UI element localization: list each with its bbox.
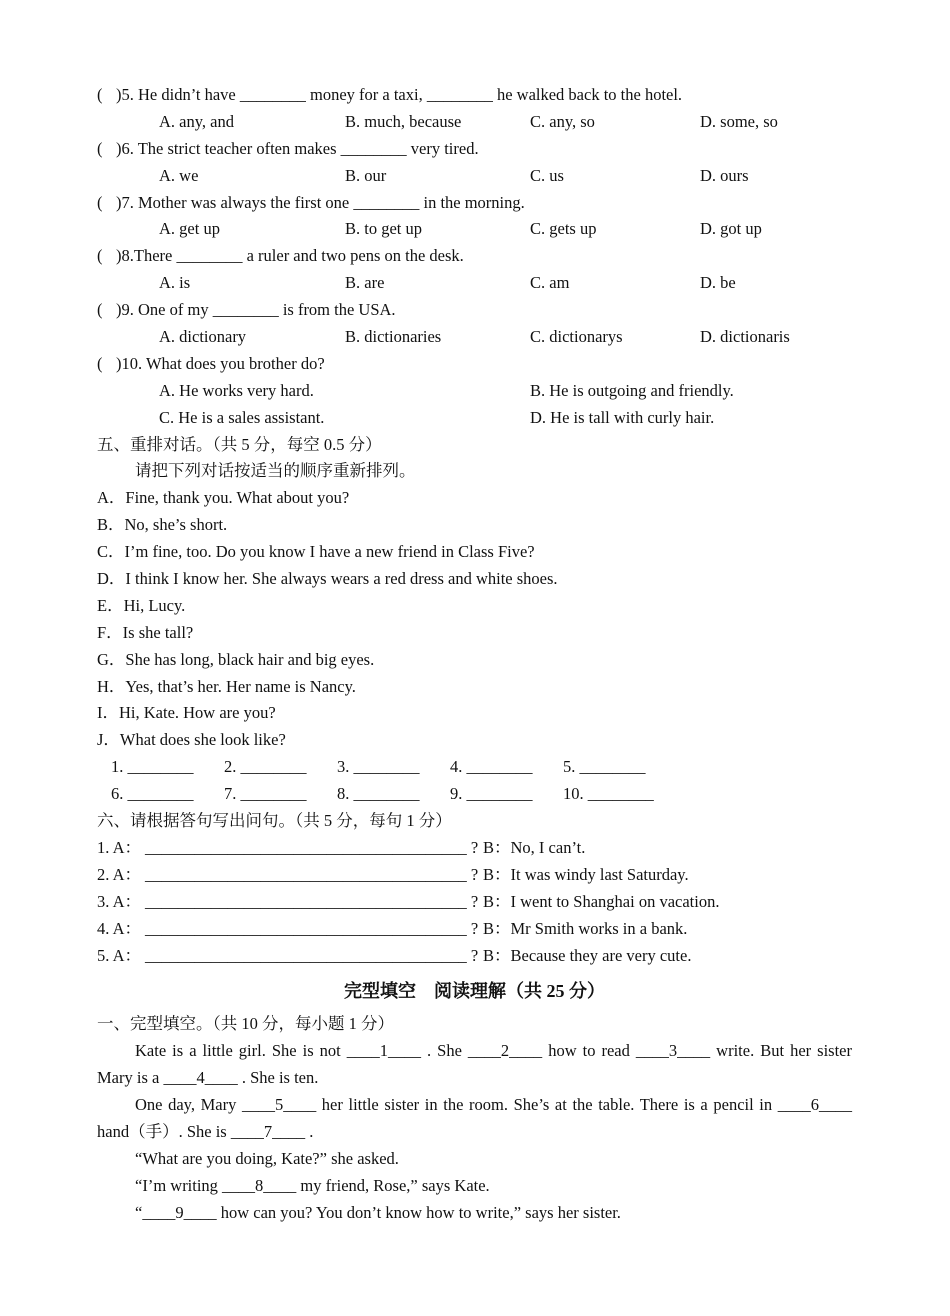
answer-paren[interactable]: ( [97, 192, 103, 212]
cloze-paragraph-3: “What are you doing, Kate?” she asked. [135, 1148, 399, 1168]
dialogue-item: D．I think I know her. She always wears a red dress and white shoes. [97, 569, 558, 589]
section-6-title: 六、请根据答句写出问句。（共 5 分，每句 1 分） [97, 811, 452, 831]
option-a: A. He works very hard. [159, 380, 314, 400]
question-row [97, 835, 852, 862]
option-b: B. dictionaries [345, 327, 442, 347]
answer-b: B：I went to Shanghai on vacation. [483, 891, 720, 911]
question-text: )8.There ________ a ruler and two pens on the desk. [116, 246, 464, 266]
question-row [97, 916, 852, 943]
option-d: D. dictionaris [700, 327, 790, 347]
section-5-instruction: 请把下列对话按适当的顺序重新排列。 [135, 461, 416, 481]
question-row [97, 889, 852, 916]
speaker-a: 1. A： [97, 837, 142, 857]
question-blank[interactable]: _______________________________________ ? [145, 864, 479, 884]
dialogue-item: E．Hi, Lucy. [97, 595, 186, 615]
answer-paren[interactable]: ( [97, 300, 103, 320]
option-a: A. dictionary [159, 327, 247, 347]
option-b: B. much, because [345, 111, 462, 131]
question-text: )10. What does you brother do? [116, 353, 325, 373]
cloze-title: 一、完型填空。（共 10 分，每小题 1 分） [97, 1014, 394, 1034]
question-text: )5. He didn’t have ________ money for a taxi, ________ he walked back to the hotel. [116, 85, 683, 104]
option-d: D. be [700, 273, 736, 293]
answer-blank[interactable]: 7. ________ [224, 784, 307, 804]
dialogue-item: F．Is she tall? [97, 622, 194, 642]
option-c: C. He is a sales assistant. [159, 407, 325, 427]
option-c: C. any, so [530, 111, 595, 131]
options-row [97, 324, 852, 351]
options-row [97, 270, 852, 297]
question-10 [97, 351, 852, 378]
option-d: D. ours [700, 165, 749, 185]
question-blank[interactable]: _______________________________________ ? [145, 945, 479, 965]
cloze-paragraph-2: One day, Mary ____5____ her little sister in the room. She’s at the table. There is a pencil in ____6____ hand（手）. She is ____7____ . [97, 1095, 852, 1141]
speaker-a: 2. A： [97, 864, 142, 884]
question-8 [97, 243, 852, 270]
answer-b: B：No, I can’t. [483, 837, 586, 857]
option-b: B. are [345, 273, 385, 293]
answer-blank[interactable]: 3. ________ [337, 757, 420, 777]
dialogue-item: C．I’m fine, too. Do you know I have a new friend in Class Five? [97, 542, 535, 562]
question-text: )7. Mother was always the first one ________ in the morning. [116, 192, 525, 212]
answer-paren[interactable]: ( [97, 138, 103, 158]
option-a: A. any, and [159, 111, 234, 131]
answer-blank[interactable]: 2. ________ [224, 757, 307, 777]
answer-blank[interactable]: 10. ________ [563, 784, 654, 804]
question-text: )9. One of my ________ is from the USA. [116, 300, 396, 320]
options-row [97, 405, 852, 432]
question-text: )6. The strict teacher often makes ________ very tired. [116, 138, 479, 158]
option-a: A. get up [159, 219, 220, 239]
dialogue-item: G．She has long, black hair and big eyes. [97, 649, 375, 669]
option-c: C. am [530, 273, 570, 293]
exam-page [97, 82, 852, 1227]
question-row [97, 862, 852, 889]
answer-paren[interactable]: ( [97, 85, 103, 104]
answer-blank[interactable]: 8. ________ [337, 784, 420, 804]
options-row [97, 163, 852, 190]
part-title: 完型填空 阅读理解（共 25 分） [344, 981, 605, 1002]
question-row [97, 943, 852, 970]
option-a: A. we [159, 165, 199, 185]
answer-blanks-row [97, 754, 852, 781]
answer-b: B：Mr Smith works in a bank. [483, 918, 688, 938]
answer-blank[interactable]: 1. ________ [111, 757, 194, 777]
option-b: B. He is outgoing and friendly. [530, 380, 734, 400]
options-row [97, 109, 852, 136]
question-9 [97, 297, 852, 324]
dialogue-item: A．Fine, thank you. What about you? [97, 488, 350, 508]
question-blank[interactable]: _______________________________________ ? [145, 837, 479, 857]
options-row [97, 378, 852, 405]
answer-b: B：It was windy last Saturday. [483, 864, 689, 884]
answer-paren[interactable]: ( [97, 246, 103, 266]
question-5 [97, 82, 852, 109]
dialogue-item: I．Hi, Kate. How are you? [97, 703, 276, 723]
answer-paren[interactable]: ( [97, 353, 103, 373]
answer-blanks-row [97, 781, 852, 808]
option-c: C. dictionarys [530, 327, 623, 347]
speaker-a: 5. A： [97, 945, 142, 965]
question-6 [97, 136, 852, 163]
option-d: D. He is tall with curly hair. [530, 407, 715, 427]
section-5-title: 五、重排对话。（共 5 分，每空 0.5 分） [97, 434, 382, 454]
dialogue-item: B．No, she’s short. [97, 515, 228, 535]
option-b: B. our [345, 165, 387, 185]
option-d: D. some, so [700, 111, 778, 131]
cloze-paragraph-1: Kate is a little girl. She is not ____1____ . She ____2____ how to read ____3____ write. But her sister Mary is a ____4____ . She is ten. [97, 1041, 852, 1088]
dialogue-item: J．What does she look like? [97, 730, 286, 750]
speaker-a: 4. A： [97, 918, 142, 938]
cloze-paragraph-5: “____9____ how can you? You don’t know how to write,” says her sister. [135, 1202, 621, 1222]
answer-blank[interactable]: 9. ________ [450, 784, 533, 804]
answer-blank[interactable]: 4. ________ [450, 757, 533, 777]
cloze-paragraph-4: “I’m writing ____8____ my friend, Rose,” says Kate. [135, 1175, 490, 1195]
option-c: C. us [530, 165, 564, 185]
question-7 [97, 190, 852, 217]
question-blank[interactable]: _______________________________________ ? [145, 918, 479, 938]
option-a: A. is [159, 273, 191, 293]
answer-b: B：Because they are very cute. [483, 945, 692, 965]
answer-blank[interactable]: 6. ________ [111, 784, 194, 804]
option-c: C. gets up [530, 219, 597, 239]
dialogue-item: H．Yes, that’s her. Her name is Nancy. [97, 676, 356, 696]
speaker-a: 3. A： [97, 891, 142, 911]
question-blank[interactable]: _______________________________________ ? [145, 891, 479, 911]
option-b: B. to get up [345, 219, 422, 239]
part-title-row [97, 971, 852, 1011]
options-row [97, 216, 852, 243]
option-d: D. got up [700, 219, 762, 239]
answer-blank[interactable]: 5. ________ [563, 757, 646, 777]
